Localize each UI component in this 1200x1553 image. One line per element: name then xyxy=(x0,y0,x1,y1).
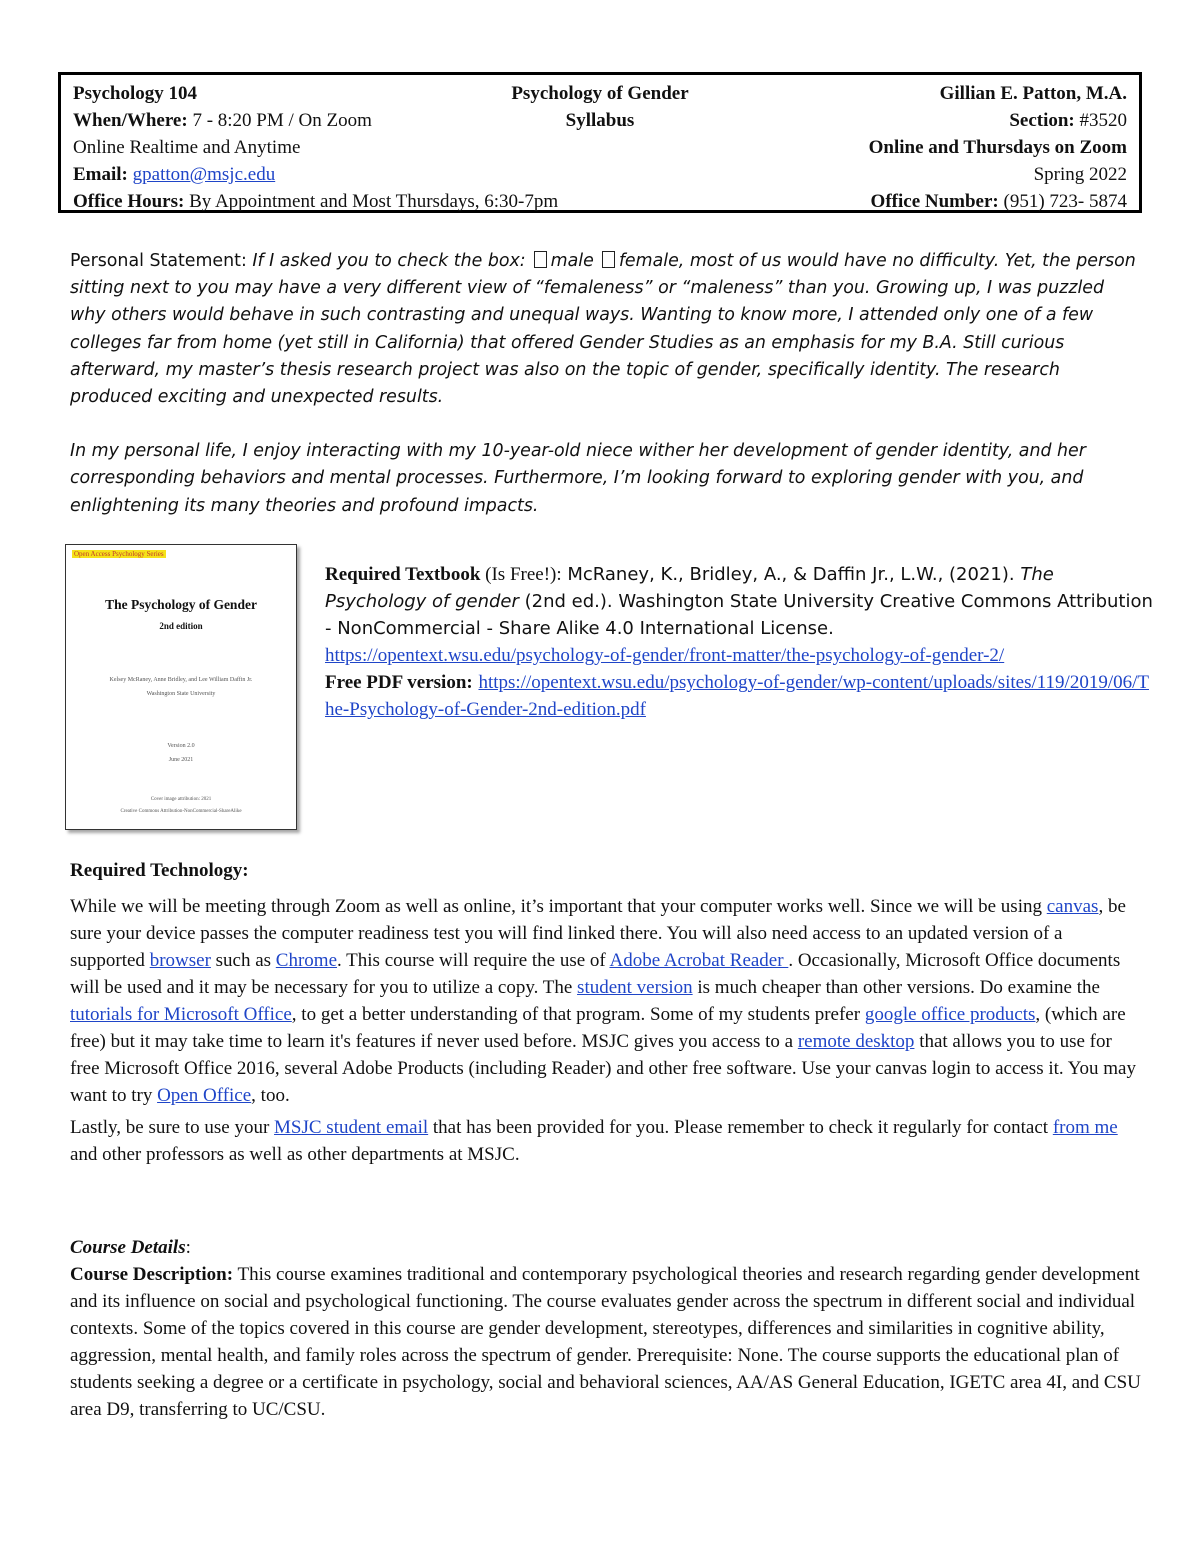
header-row-3 xyxy=(73,134,1127,161)
pdf-url-link[interactable]: https://opentext.wsu.edu/psychology-of-gender/wp-content/uploads/sites/119/2019/06/The-Psychology-of-Gender-2nd-edition.pdf xyxy=(325,672,1149,720)
cover-date: June 2021 xyxy=(168,757,194,763)
browser-link[interactable]: browser xyxy=(149,950,211,971)
section-number: Section: #3520 xyxy=(1009,110,1127,131)
header-row-1 xyxy=(73,80,1127,107)
when-where: When/Where: 7 - 8:20 PM / On Zoom xyxy=(73,110,372,131)
textbook-cover-image xyxy=(65,544,297,830)
personal-statement xyxy=(70,248,1142,520)
textbook-url-link[interactable]: https://opentext.wsu.edu/psychology-of-gender/front-matter/the-psychology-of-gender-2/ xyxy=(325,645,1005,666)
doc-type: Syllabus xyxy=(565,110,635,131)
instructor-name: Gillian E. Patton, M.A. xyxy=(939,83,1127,104)
textbook-label: Required Textbook xyxy=(325,564,481,585)
cover-university: Washington State University xyxy=(146,691,216,697)
chrome-link[interactable]: Chrome xyxy=(275,950,338,971)
cover-footer-1: Cover image attribution: 2021 xyxy=(150,797,212,802)
pdf-label: Free PDF version: xyxy=(325,672,473,693)
course-header-box xyxy=(58,72,1142,213)
required-technology xyxy=(70,857,1142,1168)
cover-title: The Psychology of Gender xyxy=(105,597,257,612)
statement-paragraph-1: Personal Statement: If I asked you to check the box: male female, most of us would have no difficulty. Yet, the person sitting next to you may have a very different view of “femaleness” or “maleness” than you. Growing up, I was puzzled why others would behave in such contrasting and unequal ways. Wanting to know more, I attended only one of a few colleges far from home (yet still in California) that offered Gender Studies as an emphasis for my B.A. Still curious afterward, my master’s thesis research project was also on the topic of gender, specifically identity. The research produced exciting and unexpected results. xyxy=(70,251,1136,408)
msjc-email-link[interactable]: MSJC student email xyxy=(274,1117,429,1138)
course-mode: Online Realtime and Anytime xyxy=(73,137,301,158)
tech-heading: Required Technology: xyxy=(70,860,249,881)
open-office-link[interactable]: Open Office xyxy=(157,1085,252,1106)
tech-paragraph-2: Lastly, be sure to use your MSJC student email that has been provided for you. Please remember to check it regularly for contact from me and other professors as well as other departments at MSJC. xyxy=(70,1117,1118,1165)
checkbox-male-glyph xyxy=(534,251,547,268)
canvas-link[interactable]: canvas xyxy=(1046,896,1099,917)
from-me-link[interactable]: from me xyxy=(1052,1117,1118,1138)
statement-paragraph-2: In my personal life, I enjoy interacting with my 10-year-old niece wither her development of gender identity, and her corresponding behaviors and mental processes. Furthermore, I’m looking forward to exploring gender with you, and enlightening its many theories and profound impacts. xyxy=(70,441,1086,516)
email-link[interactable]: gpatton@msjc.edu xyxy=(132,164,276,185)
adobe-reader-link[interactable]: Adobe Acrobat Reader xyxy=(609,950,789,971)
google-office-link[interactable]: google office products xyxy=(864,1004,1036,1025)
checkbox-female-glyph xyxy=(602,251,615,268)
course-title: Psychology of Gender xyxy=(511,83,689,104)
office-tutorials-link[interactable]: tutorials for Microsoft Office xyxy=(70,1004,292,1025)
email: Email: gpatton@msjc.edu xyxy=(73,164,276,185)
office-hours: Office Hours: By Appointment and Most Thursdays, 6:30-7pm xyxy=(73,191,559,212)
header-row-4 xyxy=(73,161,1127,188)
cover-authors: Kelsey McRaney, Anne Bridley, and Lee William Daffin Jr. xyxy=(109,677,253,683)
student-version-link[interactable]: student version xyxy=(577,977,693,998)
office-number: Office Number: (951) 723- 5874 xyxy=(870,191,1127,212)
course-details-heading: Course Details: xyxy=(70,1237,191,1258)
header-row-2 xyxy=(73,107,1127,134)
course-description: Course Description: This course examines traditional and contemporary psychological theories and research regarding gender development and its influence on social and psychological functioning. The course evaluates gender across the spectrum in different social and individual contexts. Some of the topics covered in this course are gender development, stereotypes, differences and similarities in cognitive ability, aggression, mental health, and family roles across the spectrum of gender. Prerequisite: None. The course supports the educational plan of students seeking a degree or a certificate in psychology, social and behavioral sciences, AA/AS General Education, IGETC area 4I, and CSU area D9, transferring to UC/CSU. xyxy=(70,1264,1141,1420)
term: Spring 2022 xyxy=(1033,164,1127,185)
course-code: Psychology 104 xyxy=(73,83,198,104)
cover-version: Version 2.0 xyxy=(167,743,195,749)
cover-footer-2: Creative Commons Attribution-NonCommercial-ShareAlike xyxy=(120,809,242,814)
course-schedule: Online and Thursdays on Zoom xyxy=(868,137,1127,158)
course-details xyxy=(70,1234,1142,1423)
cover-edition: 2nd edition xyxy=(159,621,203,631)
tech-paragraph: While we will be meeting through Zoom as well as online, it’s important that your computer works well. Since we will be using canvas, be sure your device passes the computer readiness test you will find linked there. You will also need access to an updated version of a supported browser such as Chrome. This course will require the use of Adobe Acrobat Reader . Occasionally, Microsoft Office documents will be used and it may be necessary for you to utilize a copy. The student version is much cheaper than other versions. Do examine the tutorials for Microsoft Office, to get a better understanding of that program. Some of my students prefer google office products, (which are free) but it may take time to learn it's features if never used before. MSJC gives you access to a remote desktop that allows you to use for free Microsoft Office 2016, several Adobe Products (including Reader) and other free software. Use your canvas login to access it. You may want to try Open Office, too. xyxy=(70,896,1136,1106)
header-row-5 xyxy=(73,188,1127,215)
required-textbook: Required Textbook (Is Free!): McRaney, K., Bridley, A., & Daffin Jr., L.W., (2021). The Psychology of gender (2nd ed.). Washington State University Creative Commons Attribution - NonCommercial - Share Alike 4.0 International License. https://opentext.wsu.edu/psychology-of-gender/front-matter/the-psychology-of-gender-2/ Free PDF version: https://opentext.wsu.edu/psychology-of-gender/wp-content/uploads/sites/119/2019/06/The-Psychology-of-Gender-2nd-edition.pdf xyxy=(325,564,1153,720)
cover-series: Open Access Psychology Series xyxy=(74,550,164,558)
remote-desktop-link[interactable]: remote desktop xyxy=(797,1031,915,1052)
